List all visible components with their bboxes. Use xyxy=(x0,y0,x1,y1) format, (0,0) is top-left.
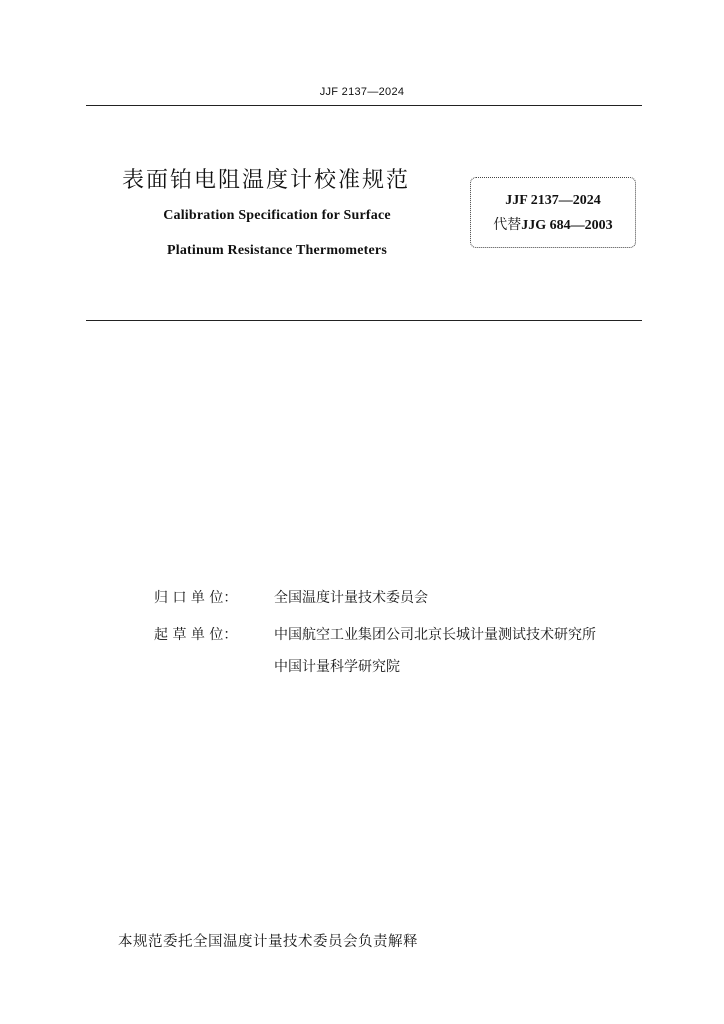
responsible-unit-value: 全国温度计量技术委员会 xyxy=(274,590,428,606)
document-title-english-line2: Platinum Resistance Thermometers xyxy=(167,243,387,258)
header-standard-code: JJF 2137—2024 xyxy=(319,86,405,98)
replaces-line xyxy=(471,214,635,234)
responsible-unit-row xyxy=(154,587,428,607)
standard-code-box xyxy=(470,177,636,248)
title-divider xyxy=(86,320,642,321)
document-title-chinese: 表面铂电阻温度计校准规范 xyxy=(122,168,411,193)
interpretation-note: 本规范委托全国温度计量技术委员会负责解释 xyxy=(118,934,418,950)
replaces-code: JJG 684—2003 xyxy=(521,218,613,233)
drafting-unit-value-1: 中国航空工业集团公司北京长城计量测试技术研究所 xyxy=(274,627,596,643)
replaces-prefix: 代替 xyxy=(493,217,522,233)
responsible-unit-label: 归 口 单 位： xyxy=(154,590,238,606)
header-divider xyxy=(86,105,642,106)
document-title-english-line1: Calibration Specification for Surface xyxy=(163,208,391,223)
standard-code: JJF 2137—2024 xyxy=(505,193,601,208)
drafting-unit-row xyxy=(154,624,596,644)
drafting-unit-value-2: 中国计量科学研究院 xyxy=(274,659,400,675)
drafting-unit-label: 起 草 单 位： xyxy=(154,627,238,643)
